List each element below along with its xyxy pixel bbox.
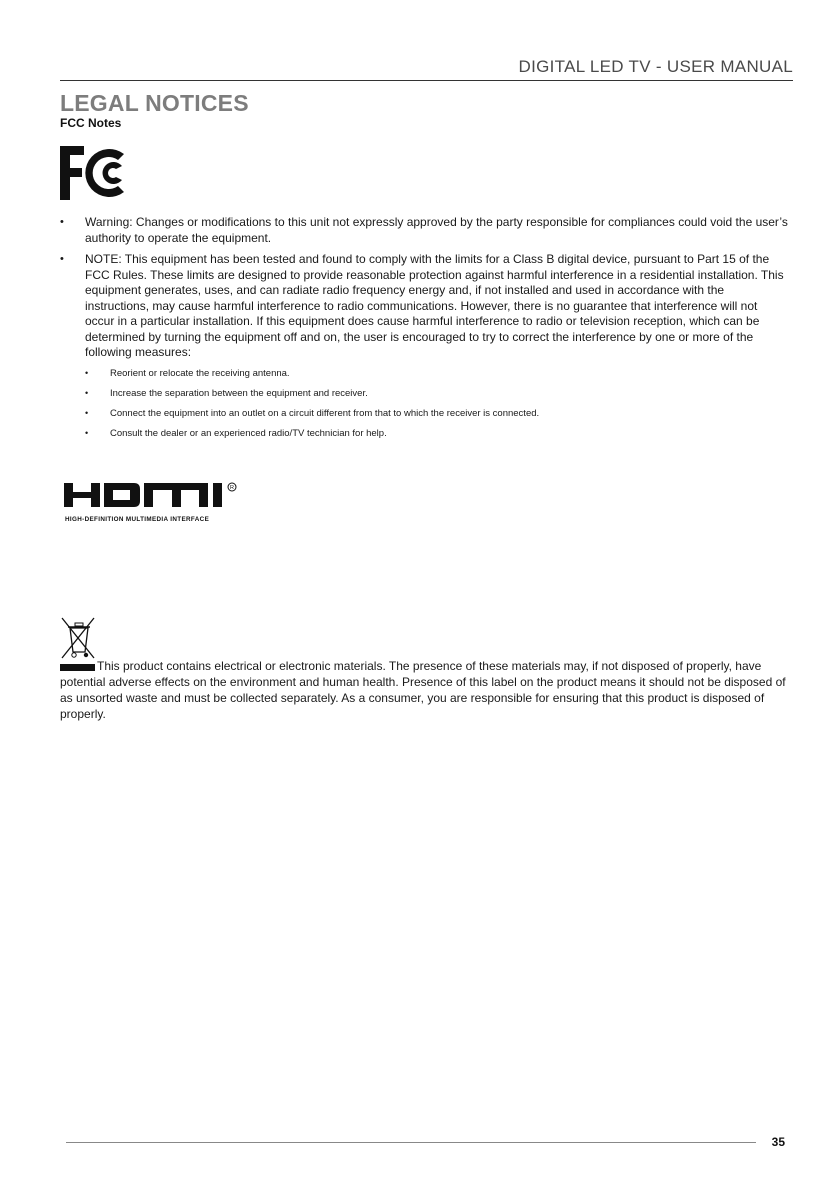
weee-disposal-notice: This product contains electrical or electronic materials. The presence of these materials may, if not disposed of properly, have potential adverse effects on the environment and human health. Presence of this label on the product means it should not be disposed of as unsorted waste and must be collected separately. As a consumer, you are responsible for ensuring that this product is disposed of properly. (60, 659, 786, 721)
crossed-out-wheelie-bin-icon (60, 616, 98, 662)
fcc-warning-note: • Warning: Changes or modifications to this unit not expressly approved by the party responsible for compliances could void the user’s authority to operate the equipment. (60, 215, 788, 246)
svg-text:R: R (230, 485, 234, 492)
header-title: DIGITAL LED TV - USER MANUAL (518, 57, 793, 76)
fcc-notes-list (60, 215, 788, 447)
fcc-logo (58, 144, 136, 202)
page-title: LEGAL NOTICES (60, 90, 249, 116)
measure-item: • Consult the dealer or an experienced radio/TV technician for help. (85, 427, 788, 440)
hdmi-logo (64, 480, 242, 526)
svg-text:HIGH-DEFINITION MULTIMEDIA INT: HIGH-DEFINITION MULTIMEDIA INTERFACE (65, 516, 210, 523)
fcc-class-b-note (60, 252, 788, 440)
fcc-class-b-note-text: NOTE: This equipment has been tested and found to comply with the limits for a Class B digital device, pursuant to Part 15 of the FCC Rules. These limits are designed to provide reasonable protection against harmful interference in a residential installation. This equipment generates, uses, and can radiate radio frequency energy and, if not installed and used in accordance with the instructions, may cause harmful interference to radio communications. However, there is no guarantee that interference will not occur in a particular installation. If this equipment does cause harmful interference to radio or television reception, which can be determined by turning the equipment off and on, the user is encouraged to try to correct the interference by one or more of the following measures: (85, 252, 784, 359)
subsection-title: FCC Notes (60, 116, 122, 130)
measure-item: • Increase the separation between the equipment and receiver. (85, 387, 788, 400)
page-number: 35 (771, 1135, 785, 1149)
measure-item: • Connect the equipment into an outlet on a circuit different from that to which the receiver is connected. (85, 407, 788, 420)
header-divider (60, 80, 793, 81)
interference-measures-list (85, 367, 788, 440)
measure-item: • Reorient or relocate the receiving antenna. (85, 367, 788, 380)
footer-divider (66, 1142, 756, 1143)
